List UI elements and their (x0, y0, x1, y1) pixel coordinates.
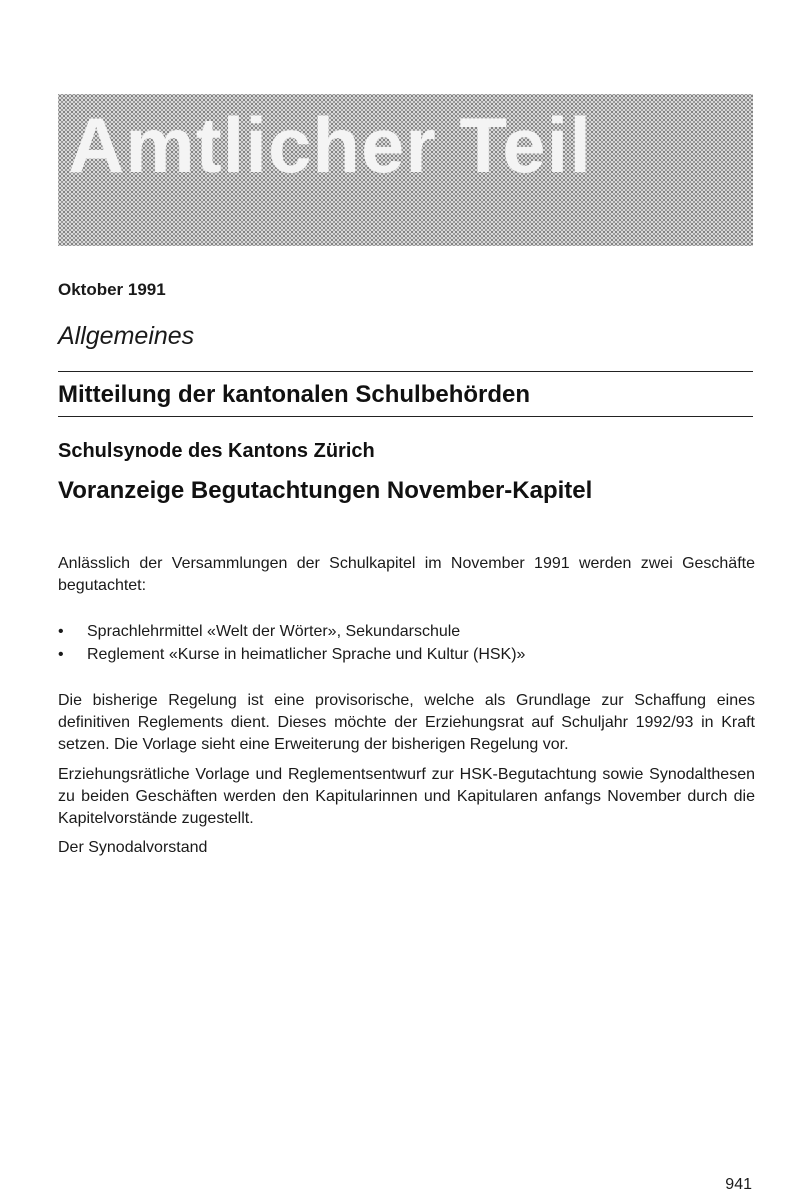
issue-date: Oktober 1991 (58, 280, 166, 299)
list-item-text: Sprachlehrmittel «Welt der Wörter», Sekundarschule (87, 623, 461, 640)
bullet-icon: • (58, 646, 64, 663)
body-paragraph: Die bisherige Regelung ist eine provisorische, welche als Grundlage zur Schaffung eines definitiven Reglements dient. Dieses möchte der Erziehungsrat auf Schuljahr 1992/93 in Kraft setzen. Die Vorlage sieht eine Erweiterung der bisherigen Regelung vor. (58, 692, 755, 753)
divider-top (58, 371, 753, 372)
bullet-icon: • (58, 623, 64, 640)
list-item (58, 620, 755, 643)
page-number: 941 (725, 1176, 752, 1193)
list-item (58, 643, 755, 666)
article-title: Voranzeige Begutachtungen November-Kapitel (58, 477, 593, 504)
subheading: Schulsynode des Kantons Zürich (58, 440, 375, 462)
list-item-text: Reglement «Kurse in heimatlicher Sprache und Kultur (HSK)» (87, 646, 526, 663)
body-paragraph: Erziehungsrätliche Vorlage und Reglementsentwurf zur HSK-Begutachtung sowie Synodalthesen zu beiden Geschäften werden den Kapitularinnen und Kapitularen anfangs November durch die Kapitelvorstände zugestellt. (58, 766, 755, 827)
section-title: Allgemeines (58, 322, 195, 350)
header-banner (58, 94, 753, 246)
signature: Der Synodalvorstand (58, 839, 208, 856)
banner-title: Amtlicher Teil (68, 101, 593, 189)
bullet-list (58, 620, 755, 666)
page-heading: Mitteilung der kantonalen Schulbehörden (58, 381, 531, 408)
divider-bottom (58, 416, 753, 417)
intro-paragraph: Anlässlich der Versammlungen der Schulkapitel im November 1991 werden zwei Geschäfte begutachtet: (58, 555, 755, 594)
